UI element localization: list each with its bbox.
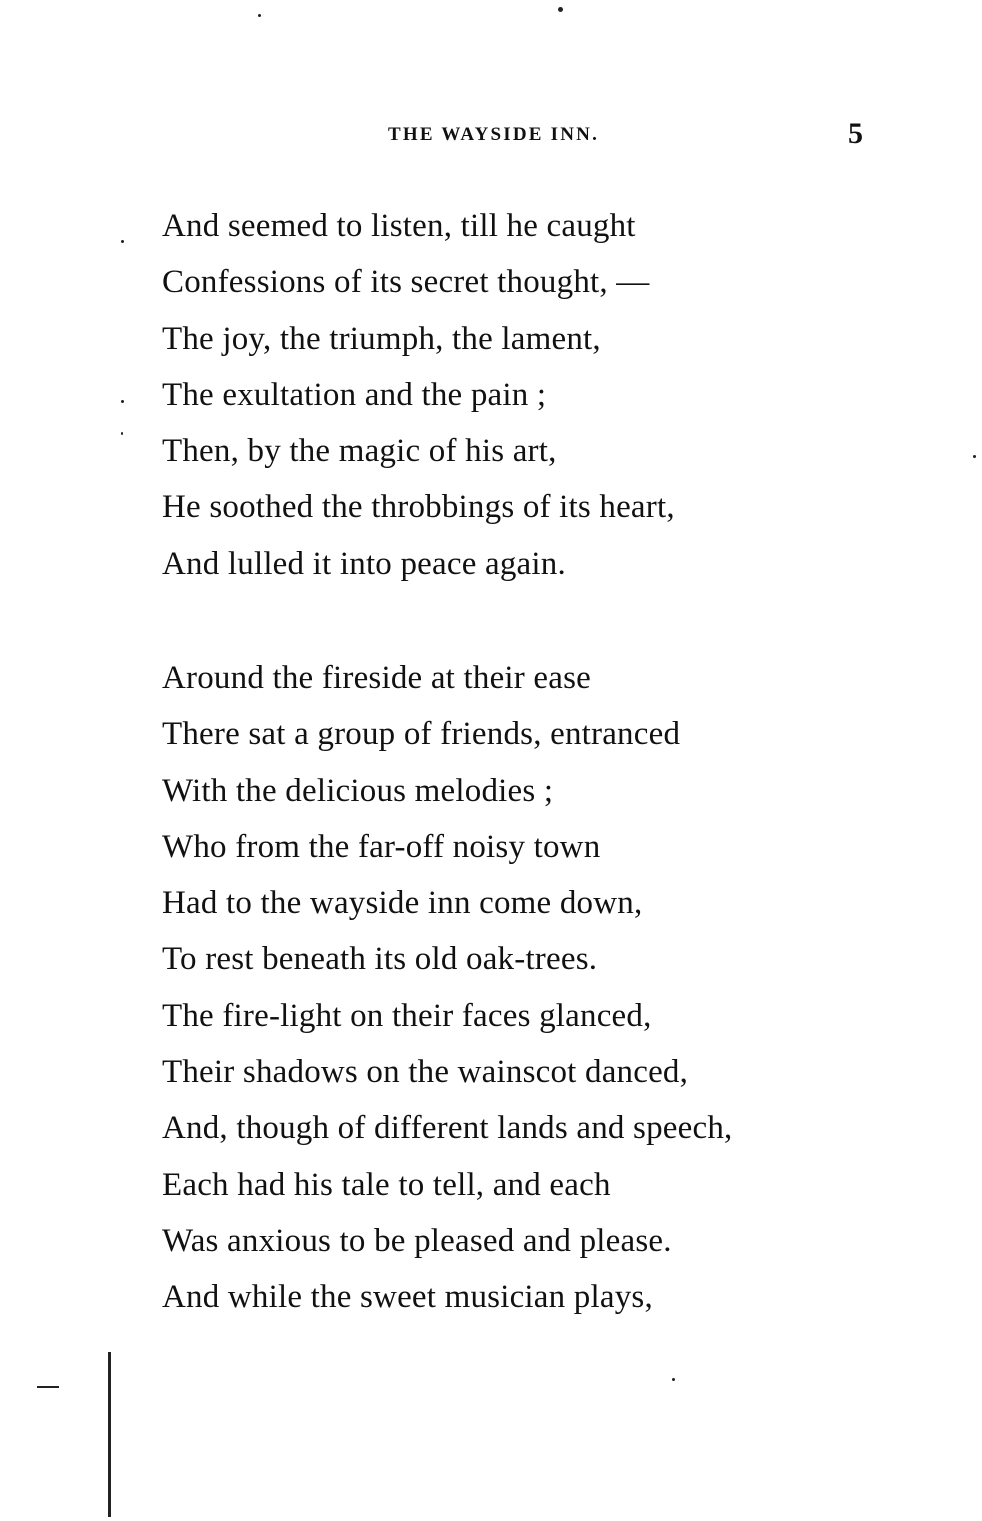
verse-line: Confessions of its secret thought, — [162,264,650,301]
verse-line: Each had his tale to tell, and each [162,1166,611,1203]
scan-speck [672,1378,675,1381]
scan-speck [121,432,123,435]
verse-line: To rest beneath its old oak-trees. [162,941,598,978]
stanza-1 [162,204,675,598]
verse-line: And, though of different lands and speech, [162,1110,733,1147]
verse-line: And seemed to listen, till he caught [162,208,636,244]
running-title: THE WAYSIDE INN. [388,124,600,145]
verse-line: And lulled it into peace again. [162,545,566,582]
verse-line: Was anxious to be pleased and please. [162,1222,672,1259]
verse-line: Around the fireside at their ease [162,660,592,696]
scan-speck [258,14,261,17]
verse-line: Who from the far-off noisy town [162,828,601,865]
stanza-2 [162,656,732,1332]
gutter-mark [108,1352,111,1517]
verse-line: The exultation and the pain ; [162,376,547,413]
verse-line: Had to the wayside inn come down, [162,885,643,922]
verse-line: He soothed the throbbings of its heart, [162,489,675,526]
scan-speck [558,7,563,12]
verse-line: With the delicious melodies ; [162,772,554,809]
scan-speck [121,240,124,243]
verse-line: The fire-light on their faces glanced, [162,997,652,1034]
scan-speck [121,400,124,403]
verse-line: There sat a group of friends, entranced [162,716,681,753]
scan-speck [973,455,976,458]
gutter-mark [37,1386,59,1388]
verse-line: The joy, the triumph, the lament, [162,320,601,357]
verse-line: Then, by the magic of his art, [162,433,557,470]
verse-line: And while the sweet musician plays, [162,1279,653,1316]
verse-line: Their shadows on the wainscot danced, [162,1054,689,1091]
page-number: 5 [848,117,863,150]
